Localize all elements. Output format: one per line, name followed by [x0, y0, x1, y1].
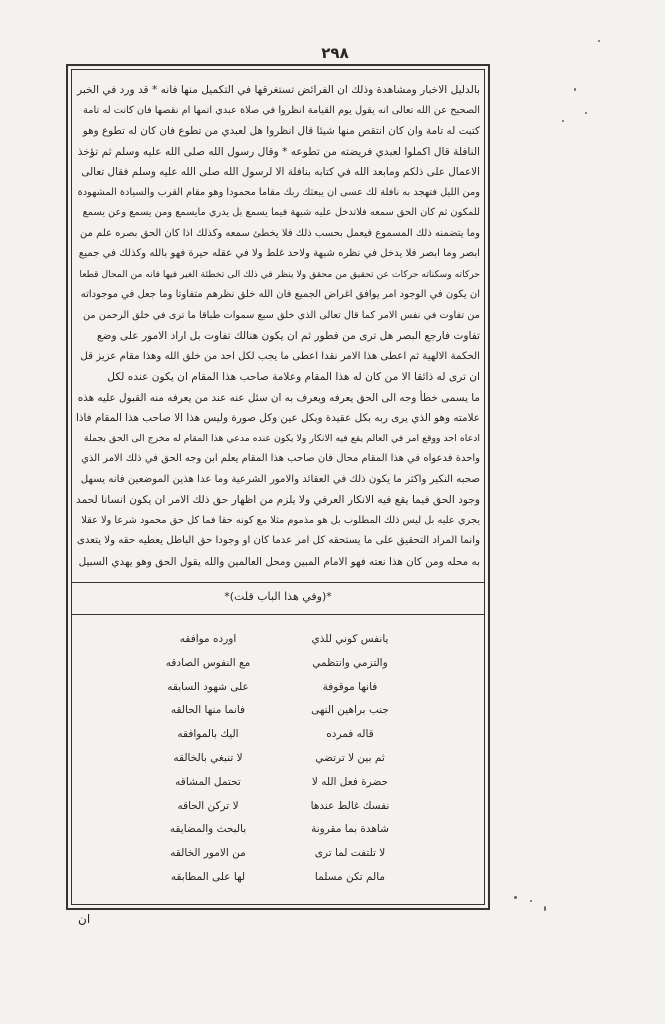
prose-line: يجري عليه بل ليس ذلك المطلوب بل هو مذموم مثلا مع كونه حقا فما كل حق محمود شرعا ولا عقلا [81, 514, 480, 526]
poem-verse: لا تركن الحاقه [177, 799, 239, 812]
prose-line: تفاوت فارجع البصر هل ترى من فطور ثم ان يكون هنالك تفاوت بل اراد الامور على وضع [96, 330, 480, 342]
prose-line: الصحيح عن الله تعالى انه يقول يوم القيامة انظروا في صلاة عبدي اتمها ام نقصها فان كانت له تامة [83, 104, 480, 116]
poem-verse: لا تنبغي بالخالقه [173, 751, 243, 764]
prose-line: علامته وهو الذي يرى ربه بكل عقيدة وبكل عين وكل صورة وليس هذا الا صاحب هذا المقام فاذا [76, 412, 480, 424]
paper-speck [514, 896, 517, 899]
poem-verse: من الامور الخالقه [170, 847, 246, 860]
poem-right-column [290, 628, 410, 890]
poem-verse: والتزمي وانتظمي [312, 656, 388, 669]
poem-verse: فانما منها الحالقه [170, 704, 246, 717]
poem-verse: شاهدة بما مقرونة [311, 823, 389, 836]
prose-line: من تفاوت في نفس الامر كما قال تعالى الذي خلق سبع سموات طباقا ما ترى في خلق الرحمن من [82, 309, 480, 321]
poem-verse: اورده موافقه [179, 633, 237, 645]
prose-line: به محله ومن كان هذا نعته فهو الامام المبين ومحل العالمين والله يقول الحق وهو يهدي السبيل [78, 555, 480, 568]
poem-verse: يانفس كوني للذي [311, 633, 389, 645]
prose-line: للمكون ثم كان الحق سمعه فلاتدخل عليه شبهة فيما يسمع بل يدري مايسمع ومن يسمع وعن يسمع [82, 207, 480, 218]
prose-line: وما يتضمنه ذلك المسموع فيعمل بحسب ذلك فلا يخطئ سمعه وكذلك اذا كان الحق بصره علم من [79, 227, 480, 239]
poem-verse: مالم تكن مسلما [314, 870, 386, 883]
divider-top [71, 582, 485, 583]
divider-bottom [71, 614, 485, 615]
paper-speck [585, 112, 587, 114]
prose-line: النافلة قال اكملوا لعبدي فريضته من تطوعه * وقال رسول الله صلى الله عليه وسلم ثم تؤخذ [77, 145, 480, 158]
catchword: ان [78, 912, 91, 926]
poem-verse: لها على المطابقه [170, 870, 246, 883]
poem-verse: مع النفوس الصادقه [165, 656, 251, 669]
poem-verse: ثم بين لا ترتضي [315, 751, 385, 764]
prose-line: واحدة فدعواه في هذا المقام محال فان صاحب هذا المقام يعلم ابن وجه الحق في ذلك الامر الذي [81, 453, 480, 464]
poem-verse: تحتمل المشاقه [175, 775, 241, 788]
paper-speck [574, 88, 576, 91]
poem-verse: اليك بالموافقه [177, 728, 239, 741]
page-number: ٢٩٨ [321, 44, 349, 62]
prose-line: ابصر وما ابصر فلا يدخل في نظره شبهة ولاحد غلط ولا في عقله حيرة فهو بالله وكذلك في جميع [78, 248, 480, 259]
prose-line: كتبت له تامة وان كان انتقص منها شيئا قال انظروا هل لعبدي من تطوع فان كان له تطوع وهو [82, 125, 480, 137]
prose-line: وجود الحق فيما يقع فيه الانكار العرفي ولا يلزم من اظهار حق ذلك الامر ان يكون انسانا لحمد [76, 494, 480, 506]
prose-line: ان يكون في الوجود امر يوافق اغراض الجميع فان الله خلق نظرهم متفاوتا وما جعل في موجوداته [80, 289, 480, 300]
poem-verse: حضرة فعل الله لا [311, 775, 389, 788]
poem-verse: بالبحث والمضايقه [169, 823, 247, 836]
prose-line: وانما المراد التحقيق على ما يستحقه كل امر عدما كان او وجودا حق الباطل يعطيه حقه ولا يتعدى [76, 535, 480, 546]
poem-left-column [148, 628, 268, 890]
poem-verse: فانها موقوفة [322, 680, 378, 693]
prose-line: بالدليل الاخبار ومشاهدة وذلك ان الفرائض تستغرقها في التكميل منها فانه * قد ورد في الخبر [76, 84, 480, 96]
paper-speck [530, 900, 532, 902]
prose-line: الاعمال على ذلكم ومابعد الله في كتابه بنافلة الا لرسول الله صلى الله عليه وسلم فقال تعالى [81, 166, 480, 178]
prose-line: حركاته وسكناته حركات عن تحقيق من محقق ولا ينظر في ذلك الى تخطئة الغير فيها فانه من المحال قطعا [79, 268, 480, 280]
prose-line: ما يسمى خطأ وجه الى الحق يعرفه ويعرف به ان سئل عنه عند من يعرفه منه القبول عليه هذه [77, 391, 480, 404]
poem-verse: على شهود السابقه [167, 680, 249, 693]
poem-verse: قاله فمرده [326, 728, 374, 741]
poem-verse: نفسك غالط عندها [310, 799, 390, 812]
poem-verse: جنب براهين النهى [311, 704, 389, 717]
paper-speck [562, 120, 564, 122]
prose-line: ان ترى له ذائقا الا من كان له هذا المقام وعلامة صاحب هذا المقام ان يكون عنده لكل [107, 371, 480, 383]
prose-line: صحبه النكير واكثر ما يكون ذلك في العقائد والامور الشرعية وما عدا هذين الموضعين فانه يسهل [80, 473, 480, 485]
prose-line: ومن الليل فتهجد به نافلة لك عسى ان يبعثك ربك مقاما محمودا وهو مقام القرب والسيادة المشهودة [77, 186, 480, 198]
section-heading: *(وفي هذا الباب قلت)* [224, 590, 332, 603]
paper-speck [544, 906, 546, 911]
prose-line: الحكمة الالهية ثم اعطى هذا الامر نقدا اعطى ما يجب لكل احد من خلق الله وهذا مقام عزيز قل [80, 350, 480, 362]
prose-line: ادعاه احد ووقع امر في العالم يقع فيه الانكار ولا يكون عنده مدعي هذا المقام له مخرج الى الحق بجملة [83, 432, 480, 444]
poem-verse: لا تلتفت لما ترى [314, 847, 386, 860]
paper-speck [598, 40, 600, 42]
prose-block [76, 80, 480, 572]
